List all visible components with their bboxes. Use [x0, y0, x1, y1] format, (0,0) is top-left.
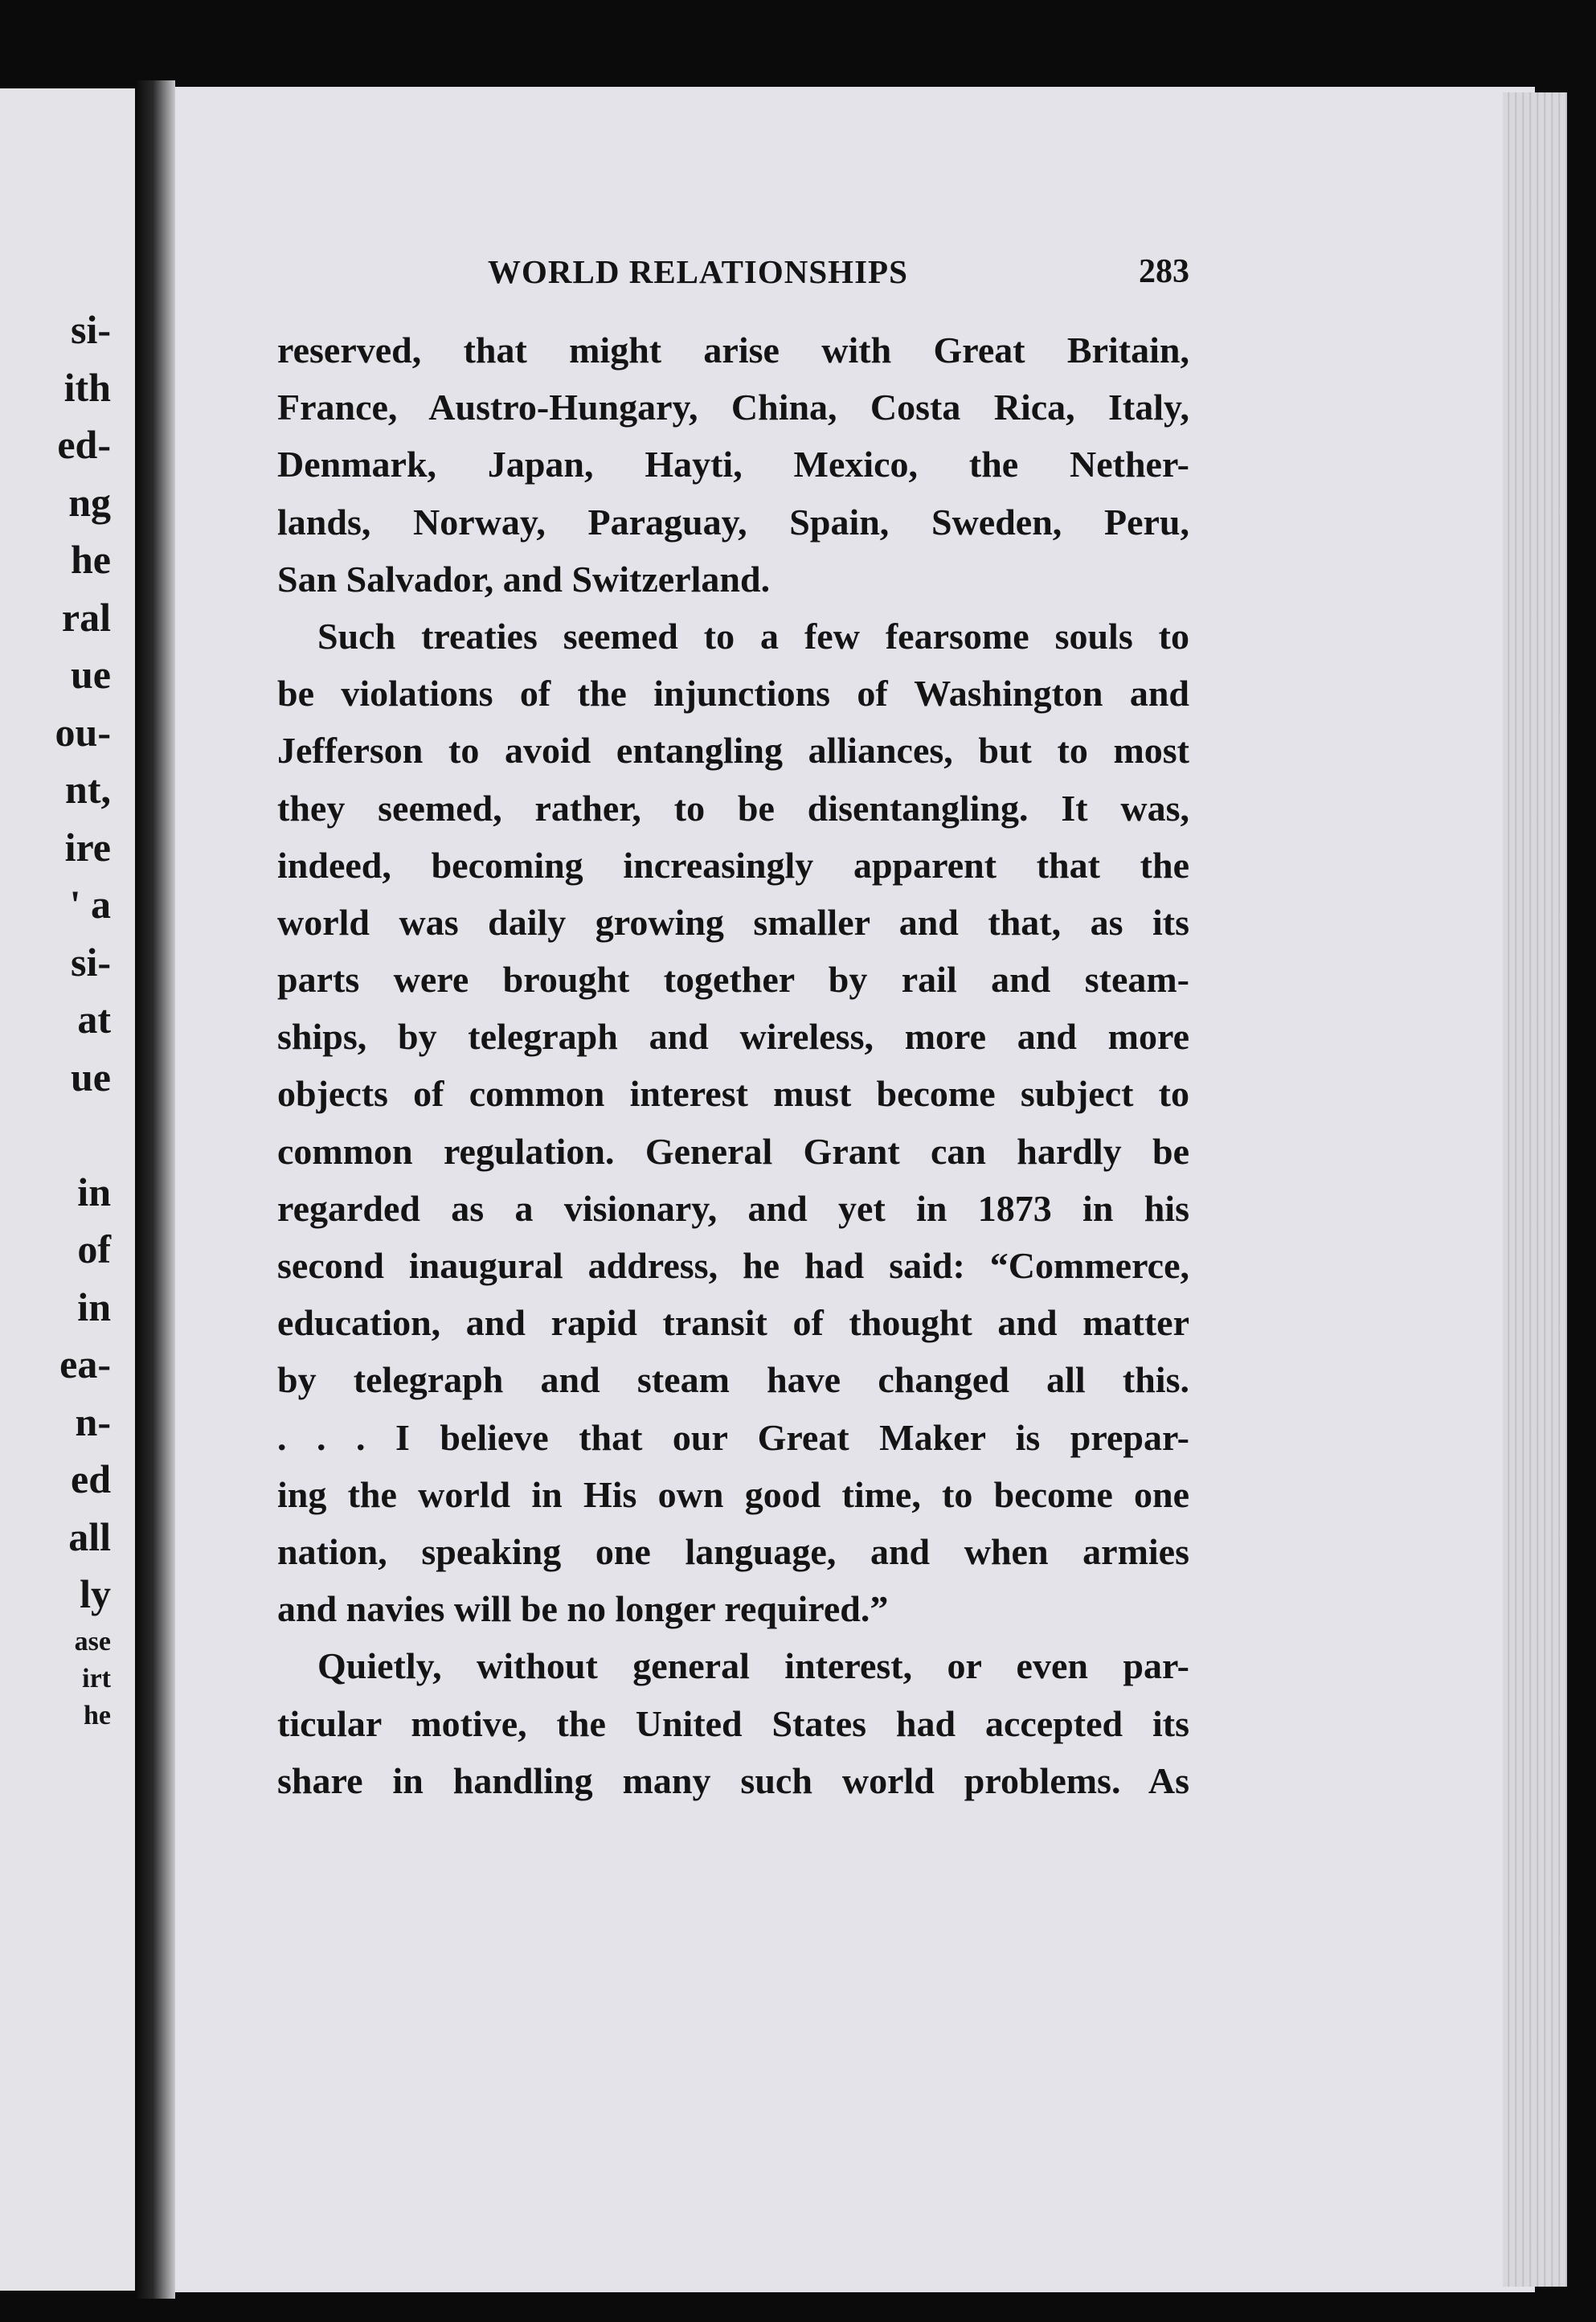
- text-line: nation, speaking one language, and when armies: [277, 1530, 1189, 1572]
- fragment-line: ith: [63, 364, 111, 410]
- text-line: Jefferson to avoid entangling alliances, but to most: [277, 730, 1189, 772]
- fragment-line: ral: [61, 594, 111, 640]
- fragment-line: ire: [64, 824, 111, 870]
- fragment-line: of: [77, 1227, 111, 1272]
- text-line: parts were brought together by rail and steam-: [277, 959, 1189, 1001]
- fragment-line-small: irt: [82, 1663, 111, 1693]
- text-line: San Salvador, and Switzerland.: [277, 558, 771, 600]
- fragment-gap: [55, 1106, 111, 1164]
- text-line: indeed, becoming increasingly apparent that the: [277, 844, 1189, 886]
- text-line: Quietly, without general interest, or even par-: [317, 1645, 1189, 1687]
- page-edge-strip: [1503, 92, 1567, 2287]
- fragment-line: si-: [71, 939, 111, 985]
- previous-page-edge: [0, 88, 135, 2291]
- text-line: . . . I believe that our Great Maker is prepar-: [277, 1416, 1189, 1458]
- fragment-line: nt,: [65, 767, 111, 812]
- fragment-line: ed-: [57, 422, 111, 467]
- fragment-line: ue: [71, 1054, 111, 1100]
- fragment-line: ly: [80, 1571, 111, 1616]
- fragment-line: ue: [71, 652, 111, 697]
- fragment-line: in: [77, 1169, 111, 1214]
- fragment-line: ou-: [55, 709, 111, 755]
- fragment-line-small: ase: [74, 1626, 111, 1657]
- fragment-line: in: [77, 1284, 111, 1329]
- text-line: ships, by telegraph and wireless, more and more: [277, 1016, 1189, 1058]
- text-line: Denmark, Japan, Hayti, Mexico, the Nether-: [277, 444, 1189, 485]
- text-line: be violations of the injunctions of Washington and: [277, 673, 1189, 715]
- text-line: ticular motive, the United States had accepted its: [277, 1702, 1189, 1744]
- previous-page-text-fragments: [55, 301, 111, 1734]
- text-line: France, Austro-Hungary, China, Costa Rica, Italy,: [277, 387, 1189, 428]
- page-number: 283: [1139, 253, 1189, 290]
- fragment-line-small: he: [84, 1700, 111, 1730]
- text-line: common regulation. General Grant can hardly be: [277, 1130, 1189, 1172]
- text-line: lands, Norway, Paraguay, Spain, Sweden, Peru,: [277, 501, 1189, 543]
- text-line: second inaugural address, he had said: “Commerce,: [277, 1245, 1189, 1286]
- text-line: reserved, that might arise with Great Britain,: [277, 330, 1189, 371]
- text-line: they seemed, rather, to be disentangling. It was,: [277, 787, 1189, 829]
- text-line: education, and rapid transit of thought and matter: [277, 1302, 1189, 1344]
- page-header: [277, 252, 1189, 304]
- text-line: objects of common interest must become subject to: [277, 1073, 1189, 1115]
- fragment-line: ng: [68, 479, 111, 525]
- fragment-line: ea-: [59, 1341, 111, 1386]
- text-line: Such treaties seemed to a few fearsome souls to: [317, 615, 1189, 657]
- text-line: regarded as a visionary, and yet in 1873 in his: [277, 1187, 1189, 1229]
- fragment-line: n-: [75, 1399, 111, 1444]
- fragment-line: all: [68, 1513, 111, 1559]
- book-gutter: [135, 80, 175, 2299]
- fragment-line: he: [71, 537, 111, 582]
- page-body: [277, 321, 1189, 1809]
- fragment-line: at: [77, 997, 111, 1042]
- text-line: share in handling many such world problems. As: [277, 1759, 1189, 1801]
- text-line: world was daily growing smaller and that, as its: [277, 901, 1189, 943]
- text-line: ing the world in His own good time, to become one: [277, 1473, 1189, 1515]
- fragment-line: ' a: [69, 882, 111, 927]
- text-line: by telegraph and steam have changed all this.: [277, 1359, 1189, 1401]
- text-line: and navies will be no longer required.”: [277, 1588, 889, 1630]
- fragment-line: si-: [71, 307, 111, 352]
- fragment-line: ed: [71, 1456, 111, 1501]
- running-head: WORLD RELATIONSHIPS: [488, 253, 908, 290]
